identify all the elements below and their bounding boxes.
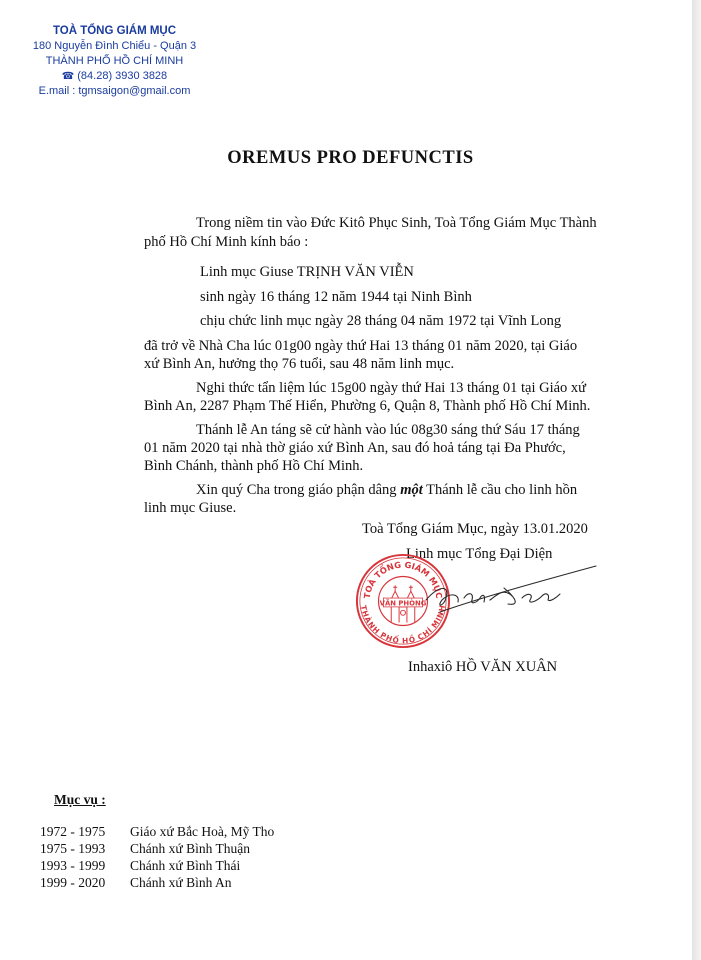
- letterhead: [22, 24, 207, 99]
- ministry-row: [40, 874, 231, 891]
- ministry-role: Chánh xứ Bình An: [130, 875, 232, 890]
- phone-icon: ☎: [61, 71, 75, 82]
- seal-bottom-text: THÀNH PHỐ HỒ CHÍ MINH: [359, 604, 447, 645]
- page-edge-shadow: [692, 0, 701, 960]
- ministry-title: Mục vụ :: [54, 792, 106, 807]
- ministry-role: Chánh xứ Bình Thuận: [130, 841, 250, 856]
- request-post: Thánh lễ cầu cho linh hồn: [422, 482, 578, 498]
- request-line-2: linh mục Giuse.: [144, 500, 237, 516]
- ministry-years: 1993 - 1999: [40, 858, 106, 873]
- org-city: THÀNH PHỐ HỒ CHÍ MINH: [45, 55, 184, 67]
- request-emphasis: một: [400, 482, 423, 498]
- org-email: E.mail : tgmsaigon@gmail.com: [38, 85, 191, 97]
- org-phone-row: [22, 69, 207, 84]
- signer-title: Linh mục Tổng Đại Diện: [406, 546, 553, 562]
- handwritten-signature: [420, 558, 600, 624]
- ministry-years: 1972 - 1975: [40, 824, 106, 839]
- page-title: OREMUS PRO DEFUNCTIS: [227, 148, 474, 168]
- death-line-2: xứ Bình An, hưởng thọ 76 tuổi, sau 48 năm linh mục.: [144, 356, 455, 372]
- birth-info: sinh ngày 16 tháng 12 năm 1944 tại Ninh Bình: [200, 289, 472, 305]
- org-address: 180 Nguyễn Đình Chiểu - Quận 3: [32, 40, 197, 52]
- org-phone: (84.28) 3930 3828: [77, 70, 168, 82]
- funeral-line-3: Bình Chánh, thành phố Hồ Chí Minh.: [144, 458, 364, 474]
- wake-line-2: Bình An, 2287 Phạm Thế Hiển, Phường 6, Quận 8, Thành phố Hồ Chí Minh.: [144, 398, 591, 414]
- org-name: TOÀ TỔNG GIÁM MỤC: [52, 25, 177, 37]
- request-line-1: [196, 481, 577, 500]
- signer-name: Inhaxiô HỒ VĂN XUÂN: [408, 659, 558, 675]
- ministry-years: 1975 - 1993: [40, 841, 106, 856]
- ministry-years: 1999 - 2020: [40, 875, 106, 890]
- ministry-role: Giáo xứ Bắc Hoà, Mỹ Tho: [130, 824, 275, 839]
- ministry-role: Chánh xứ Bình Thái: [130, 858, 241, 873]
- intro-line-2: phố Hồ Chí Minh kính báo :: [144, 234, 309, 250]
- seal-center-text: VĂN PHÒNG: [379, 599, 427, 608]
- wake-line-1: Nghi thức tẩn liệm lúc 15g00 ngày thứ Hai 13 tháng 01 tại Giáo xứ: [196, 380, 587, 396]
- ordination-info: chịu chức linh mục ngày 28 tháng 04 năm 1972 tại Vĩnh Long: [200, 313, 562, 329]
- ministry-row: [40, 823, 274, 840]
- intro-line-1: Trong niềm tin vào Đức Kitô Phục Sinh, Toà Tổng Giám Mục Thành: [196, 215, 597, 231]
- seal-top-text: TOÀ TỔNG GIÁM MỤC: [361, 559, 445, 600]
- ministry-row: [40, 840, 250, 857]
- place-date: Toà Tổng Giám Mục, ngày 13.01.2020: [362, 521, 588, 537]
- ministry-row: [40, 857, 240, 874]
- funeral-line-1: Thánh lễ An táng sẽ cử hành vào lúc 08g30 sáng thứ Sáu 17 tháng: [196, 422, 580, 438]
- request-pre: Xin quý Cha trong giáo phận dâng: [196, 482, 401, 498]
- death-line-1: đã trở về Nhà Cha lúc 01g00 ngày thứ Hai 13 tháng 01 năm 2020, tại Giáo: [144, 338, 578, 354]
- funeral-line-2: 01 năm 2020 tại nhà thờ giáo xứ Bình An, sau đó hoả táng tại Đa Phước,: [144, 440, 566, 456]
- priest-name: Linh mục Giuse TRỊNH VĂN VIỄN: [200, 264, 414, 280]
